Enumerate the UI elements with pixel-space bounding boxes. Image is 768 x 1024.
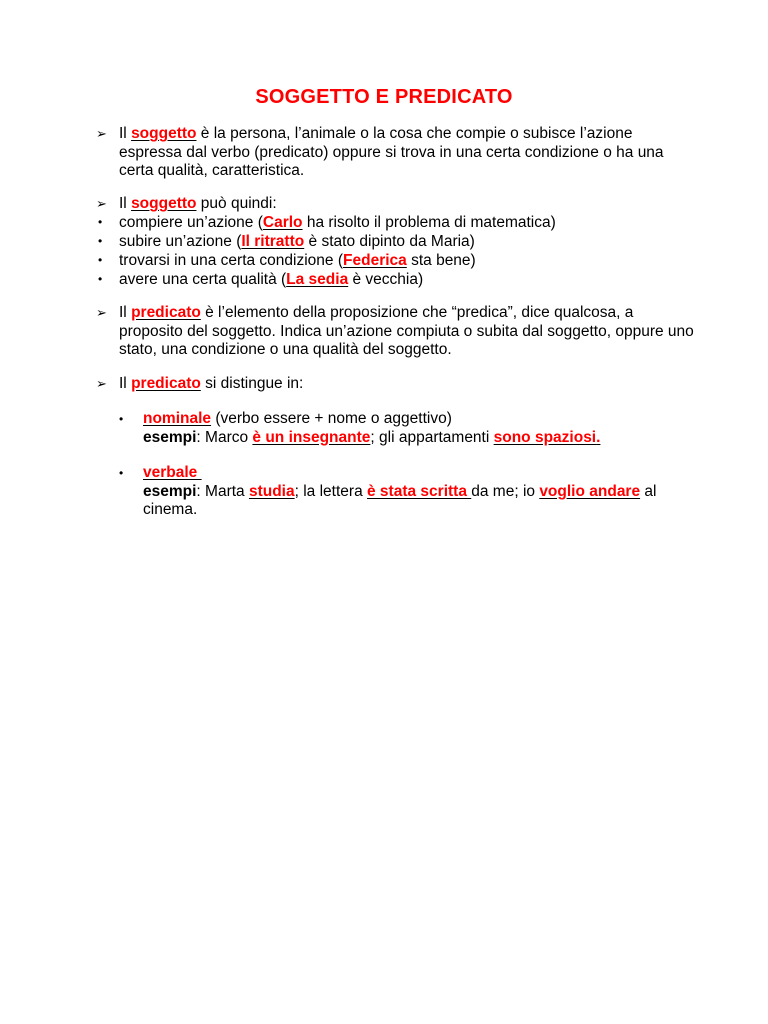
text-fragment: : Marta	[196, 482, 249, 500]
soggetto-uses-list	[96, 213, 696, 289]
bullet-dot-icon: •	[98, 272, 103, 286]
highlighted-term: studia	[248, 482, 295, 500]
text-fragment: da me; io	[471, 482, 540, 500]
text-fragment: Il	[119, 125, 132, 142]
highlighted-term: verbale	[143, 464, 202, 481]
bullet-dot-icon: •	[98, 234, 103, 248]
predicato-verbale-item	[119, 464, 699, 520]
highlighted-term: La sedia	[286, 271, 349, 288]
highlighted-term: soggetto	[131, 195, 197, 212]
paragraph-predicato-definition	[96, 304, 696, 360]
text-fragment: ; la lettera	[294, 482, 367, 500]
esempi-label: esempi	[143, 428, 197, 446]
highlighted-term: predicato	[131, 375, 201, 392]
text-fragment: ; gli appartamenti	[370, 428, 494, 446]
text-fragment: è stato dipinto da Maria)	[304, 233, 475, 250]
arrow-bullet-icon: ➢	[96, 196, 107, 211]
bullet-dot-icon: •	[119, 412, 124, 426]
arrow-bullet-icon: ➢	[96, 305, 107, 320]
page-title: SOGGETTO E PREDICATO	[255, 86, 513, 108]
text-fragment: : Marco	[196, 428, 253, 446]
text-fragment: può quindi:	[196, 195, 277, 212]
text-fragment: (verbo essere + nome o aggettivo)	[211, 410, 452, 427]
highlighted-term: voglio andare	[539, 482, 641, 500]
bullet-dot-icon: •	[98, 253, 103, 267]
text-fragment: sta bene)	[406, 252, 476, 269]
arrow-bullet-icon: ➢	[96, 126, 107, 141]
list-item	[96, 251, 696, 270]
text-fragment: avere una certa qualità (	[119, 271, 287, 288]
text-fragment: subire un’azione (	[119, 233, 242, 250]
list-item	[96, 232, 696, 251]
esempi-label: esempi	[143, 482, 197, 500]
list-item	[96, 213, 696, 232]
highlighted-term: Il ritratto	[241, 233, 305, 250]
text-fragment: si distingue in:	[200, 375, 304, 392]
paragraph-predicato-types	[96, 375, 696, 394]
paragraph-soggetto-uses	[96, 195, 696, 214]
arrow-bullet-icon: ➢	[96, 376, 107, 391]
text-fragment: ha risolto il problema di matematica)	[302, 214, 556, 231]
bullet-dot-icon: •	[119, 466, 124, 480]
text-fragment: è l’elemento della proposizione che “predica”, dice qualcosa, a proposito del soggetto. Indica un’azione compiuta o subita dal soggetto, oppure uno stato, una condizione o una qualità del soggetto.	[119, 304, 694, 358]
list-item	[96, 270, 696, 289]
predicato-nominale-item	[119, 410, 699, 447]
paragraph-soggetto-definition	[96, 125, 696, 181]
highlighted-term: predicato	[131, 304, 201, 321]
highlighted-term: sono spaziosi	[493, 428, 597, 446]
text-fragment: compiere un’azione (	[119, 214, 263, 231]
text-fragment: al cinema.	[143, 482, 657, 518]
text-fragment: Il	[119, 195, 132, 212]
highlighted-term: .	[596, 428, 601, 446]
highlighted-term: Carlo	[262, 214, 303, 231]
text-fragment: trovarsi in una certa condizione (	[119, 252, 344, 269]
text-fragment: Il	[119, 304, 132, 321]
highlighted-term: Federica	[343, 252, 407, 269]
highlighted-term: è stata scritta	[367, 482, 472, 500]
highlighted-term: è un insegnante	[252, 428, 371, 446]
text-fragment: Il	[119, 375, 132, 392]
highlighted-term: nominale	[143, 410, 212, 427]
text-fragment: è la persona, l’animale o la cosa che compie o subisce l’azione espressa dal verbo (predicato) oppure si trova in una certa condizione o ha una certa qualità, caratteristica.	[119, 125, 664, 179]
text-fragment: è vecchia)	[348, 271, 424, 288]
highlighted-term: soggetto	[131, 125, 197, 142]
bullet-dot-icon: •	[98, 215, 103, 229]
